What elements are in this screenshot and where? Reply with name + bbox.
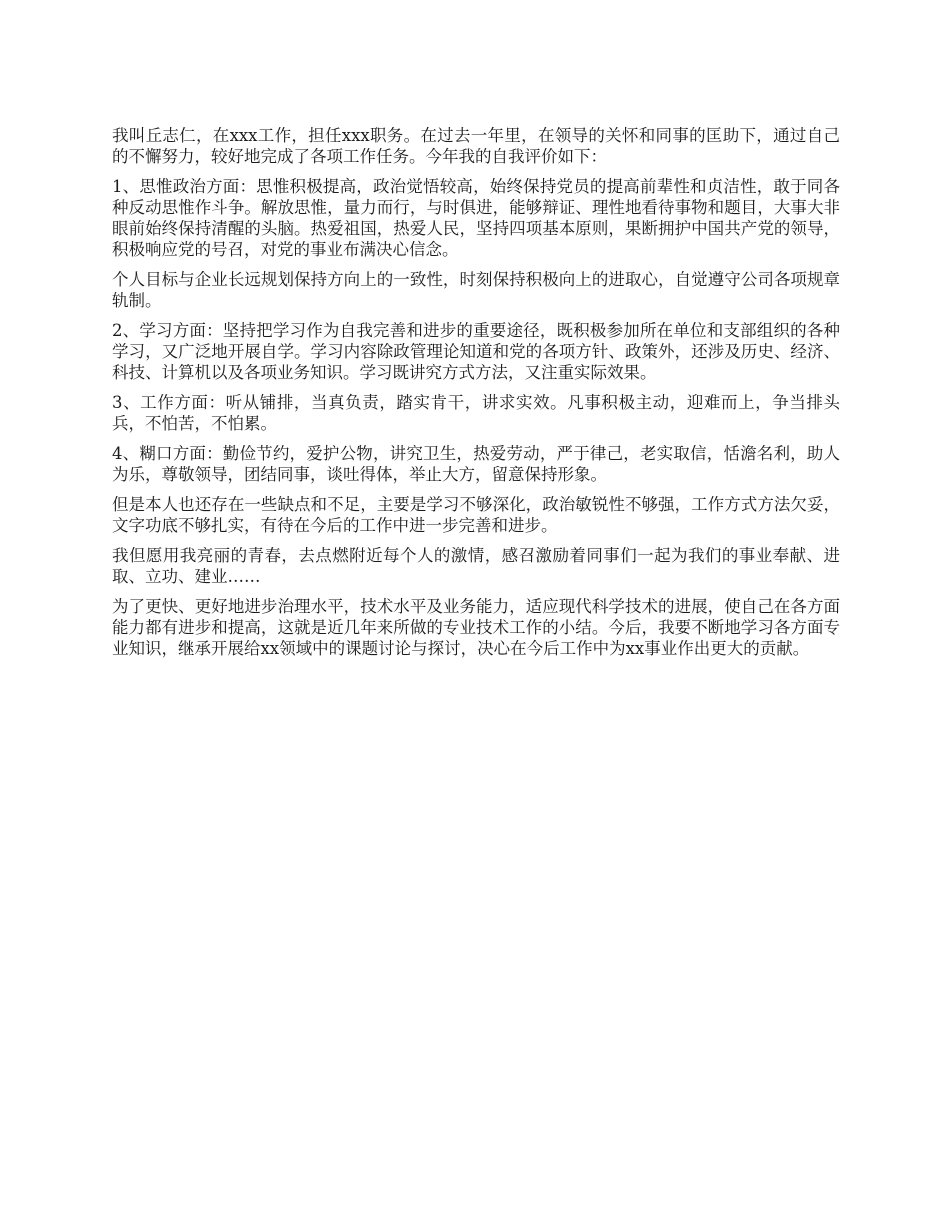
document-page bbox=[112, 125, 840, 668]
paragraph-political: 1、思惟政治方面：思惟积极提高，政治觉悟较高，始终保持党员的提高前辈性和贞洁性，敢于同各种反动思惟作斗争。解放思惟，量力而行，与时俱进，能够辩证、理性地看待事物和题目，大事大非眼前始终保持清醒的头脑。热爱祖国，热爱人民，坚持四项基本原则，果断拥护中国共产党的领导，积极响应党的号召，对党的事业布满决心信念。 bbox=[112, 177, 840, 259]
paragraph-aspiration: 我但愿用我亮丽的青春，去点燃附近每个人的激情，感召激励着同事们一起为我们的事业奉献、进取、立功、建业…… bbox=[112, 546, 840, 586]
paragraph-intro: 我叫丘志仁，在xxx工作，担任xxx职务。在过去一年里，在领导的关怀和同事的匡助下，通过自己的不懈努力，较好地完成了各项工作任务。今年我的自我评价如下： bbox=[112, 126, 840, 166]
paragraph-goals: 个人目标与企业长远规划保持方向上的一致性，时刻保持积极向上的进取心，自觉遵守公司各项规章轨制。 bbox=[112, 270, 840, 310]
paragraph-conclusion: 为了更快、更好地进步治理水平，技术水平及业务能力，适应现代科学技术的进展，使自己在各方面能力都有进步和提高，这就是近几年来所做的专业技术工作的小结。今后，我要不断地学习各方面专业知识，继承开展给xx领域中的课题讨论与探讨，决心在今后工作中为xx事业作出更大的贡献。 bbox=[112, 597, 840, 658]
paragraph-life: 4、糊口方面：勤俭节约，爱护公物，讲究卫生，热爱劳动，严于律己，老实取信，恬澹名利，助人为乐，尊敬领导，团结同事，谈吐得体，举止大方，留意保持形象。 bbox=[112, 444, 840, 484]
paragraph-work: 3、工作方面：听从铺排，当真负责，踏实肯干，讲求实效。凡事积极主动，迎难而上，争当排头兵，不怕苦，不怕累。 bbox=[112, 393, 840, 433]
paragraph-shortcomings: 但是本人也还存在一些缺点和不足，主要是学习不够深化，政治敏锐性不够强，工作方式方法欠妥，文字功底不够扎实，有待在今后的工作中进一步完善和进步。 bbox=[112, 495, 840, 535]
paragraph-study: 2、学习方面：坚持把学习作为自我完善和进步的重要途径，既积极参加所在单位和支部组织的各种学习，又广泛地开展自学。学习内容除政管理论知道和党的各项方针、政策外，还涉及历史、经济、科技、计算机以及各项业务知识。学习既讲究方式方法，又注重实际效果。 bbox=[112, 321, 840, 382]
